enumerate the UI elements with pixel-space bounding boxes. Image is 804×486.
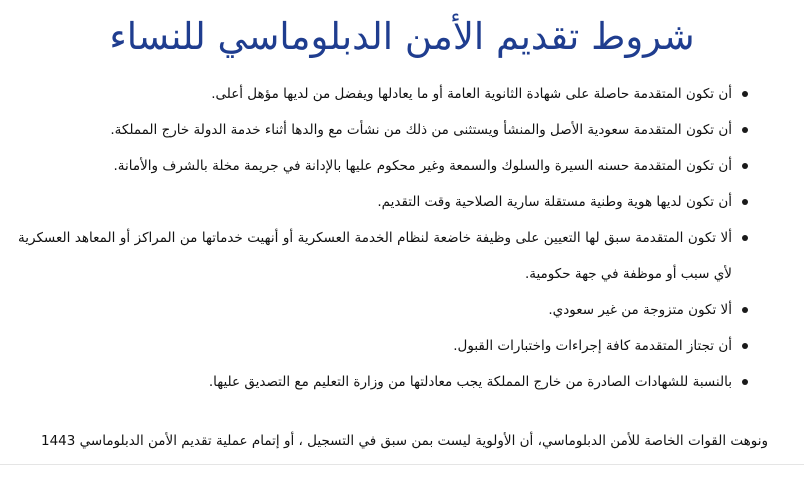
list-item <box>18 364 748 400</box>
bullet-icon <box>742 199 748 205</box>
bullet-icon <box>742 127 748 133</box>
list-item <box>18 184 748 220</box>
list-item <box>18 220 748 292</box>
condition-text: ألا تكون المتقدمة سبق لها التعيين على وظيفة خاضعة لنظام الخدمة العسكرية أو أنهيت خدماتها من المراكز أو المعاهد العسكرية لأي سبب أو موظفة في جهة حكومية. <box>18 230 732 282</box>
bullet-icon <box>742 343 748 349</box>
bullet-icon <box>742 307 748 313</box>
condition-text: بالنسبة للشهادات الصادرة من خارج المملكة يجب معادلتها من وزارة التعليم مع التصديق عليها. <box>208 374 732 390</box>
condition-text: أن تكون المتقدمة حاصلة على شهادة الثانوية العامة أو ما يعادلها ويفضل من لديها مؤهل أعلى. <box>211 86 732 102</box>
page-title: شروط تقديم الأمن الدبلوماسي للنساء <box>109 15 695 58</box>
bullet-icon <box>742 235 748 241</box>
condition-text: أن تكون المتقدمة حسنه السيرة والسلوك والسمعة وغير محكوم عليها بالإدانة في جريمة مخلة بالشرف والأمانة. <box>113 158 732 174</box>
list-item <box>18 328 748 364</box>
bullet-icon <box>742 379 748 385</box>
condition-text: أن تكون المتقدمة سعودية الأصل والمنشأ ويستثنى من ذلك من نشأت مع والدها أثناء خدمة الدولة خارج المملكة. <box>110 122 732 138</box>
list-item <box>18 112 748 148</box>
condition-text: ألا تكون متزوجة من غير سعودي. <box>548 302 732 318</box>
footer-text: ونوهت القوات الخاصة للأمن الدبلوماسي، أن الأولوية ليست بمن سبق في التسجيل ، أو إتمام عملية تقديم الأمن الدبلوماسي 1443 <box>41 433 768 449</box>
condition-text: أن تكون لديها هوية وطنية مستقلة سارية الصلاحية وقت التقديم. <box>377 194 732 210</box>
list-item <box>18 292 748 328</box>
conditions-list <box>18 76 748 400</box>
condition-text: أن تجتاز المتقدمة كافة إجراءات واختبارات القبول. <box>453 338 732 354</box>
list-item <box>18 76 748 112</box>
footer-paragraph <box>0 426 804 465</box>
bullet-icon <box>742 163 748 169</box>
bullet-icon <box>742 91 748 97</box>
list-item <box>18 148 748 184</box>
